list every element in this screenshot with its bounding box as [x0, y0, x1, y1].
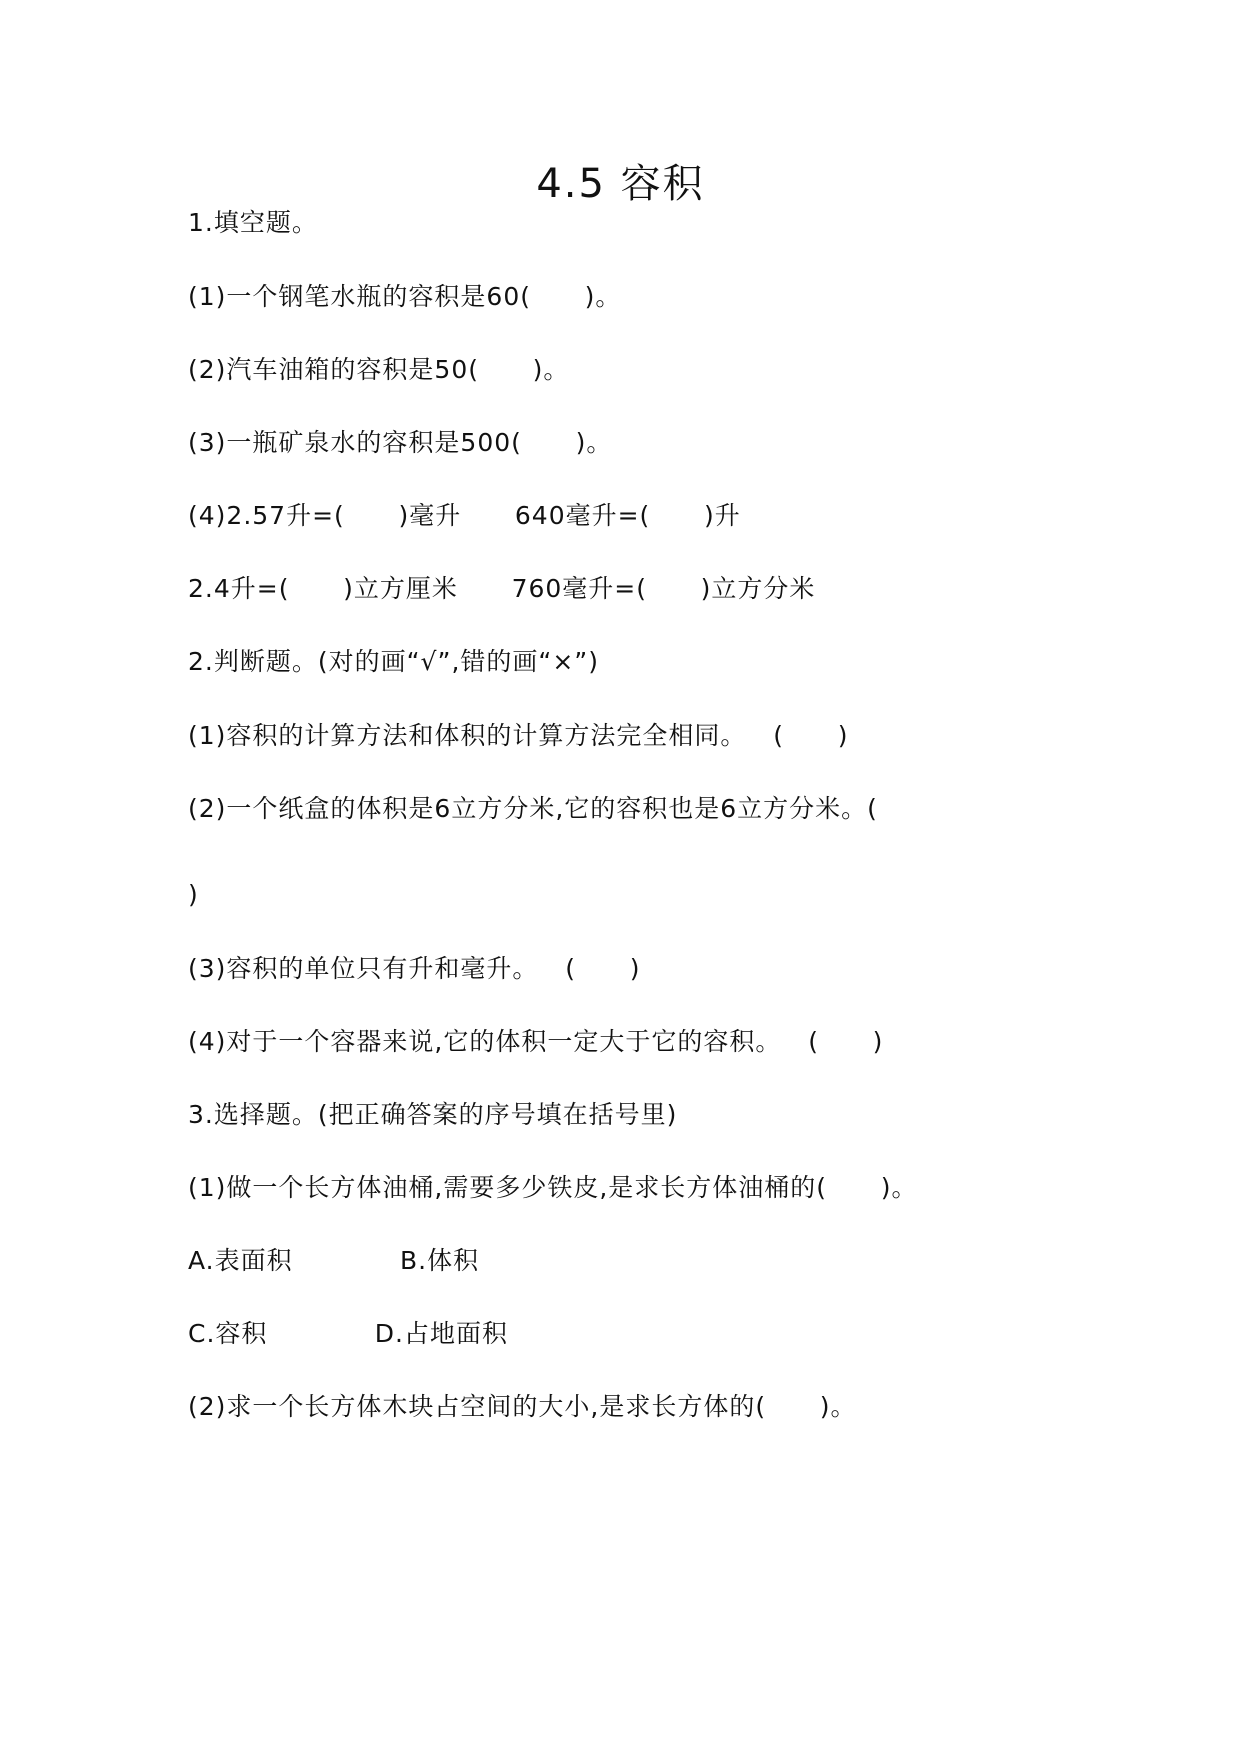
question-2-4: (4)对于一个容器来说,它的体积一定大于它的容积。 ( ) [188, 1027, 884, 1056]
question-3-1-options-cd: C.容积 D.占地面积 [188, 1319, 508, 1348]
question-1-2: (2)汽车油箱的容积是50( )。 [188, 355, 570, 384]
question-1-3: (3)一瓶矿泉水的容积是500( )。 [188, 428, 613, 457]
section-3-heading: 3.选择题。(把正确答案的序号填在括号里) [188, 1100, 678, 1129]
question-3-1: (1)做一个长方体油桶,需要多少铁皮,是求长方体油桶的( )。 [188, 1173, 918, 1202]
question-1-4-continued: 2.4升=( )立方厘米 760毫升=( )立方分米 [188, 574, 816, 603]
page-title: 4.5 容积 [536, 161, 705, 207]
question-2-3: (3)容积的单位只有升和毫升。 ( ) [188, 954, 641, 983]
question-3-1-options-ab: A.表面积 B.体积 [188, 1246, 480, 1275]
question-1-4: (4)2.57升=( )毫升 640毫升=( )升 [188, 501, 741, 530]
question-2-2: (2)一个纸盒的体积是6立方分米,它的容积也是6立方分米。( [188, 794, 878, 823]
question-1-1: (1)一个钢笔水瓶的容积是60( )。 [188, 282, 622, 311]
section-1-heading: 1.填空题。 [188, 208, 318, 237]
question-2-2-continued: ) [188, 880, 199, 909]
question-2-1: (1)容积的计算方法和体积的计算方法完全相同。 ( ) [188, 721, 849, 750]
section-2-heading: 2.判断题。(对的画“√”,错的画“×”) [188, 647, 599, 676]
question-3-2: (2)求一个长方体木块占空间的大小,是求长方体的( )。 [188, 1392, 857, 1421]
